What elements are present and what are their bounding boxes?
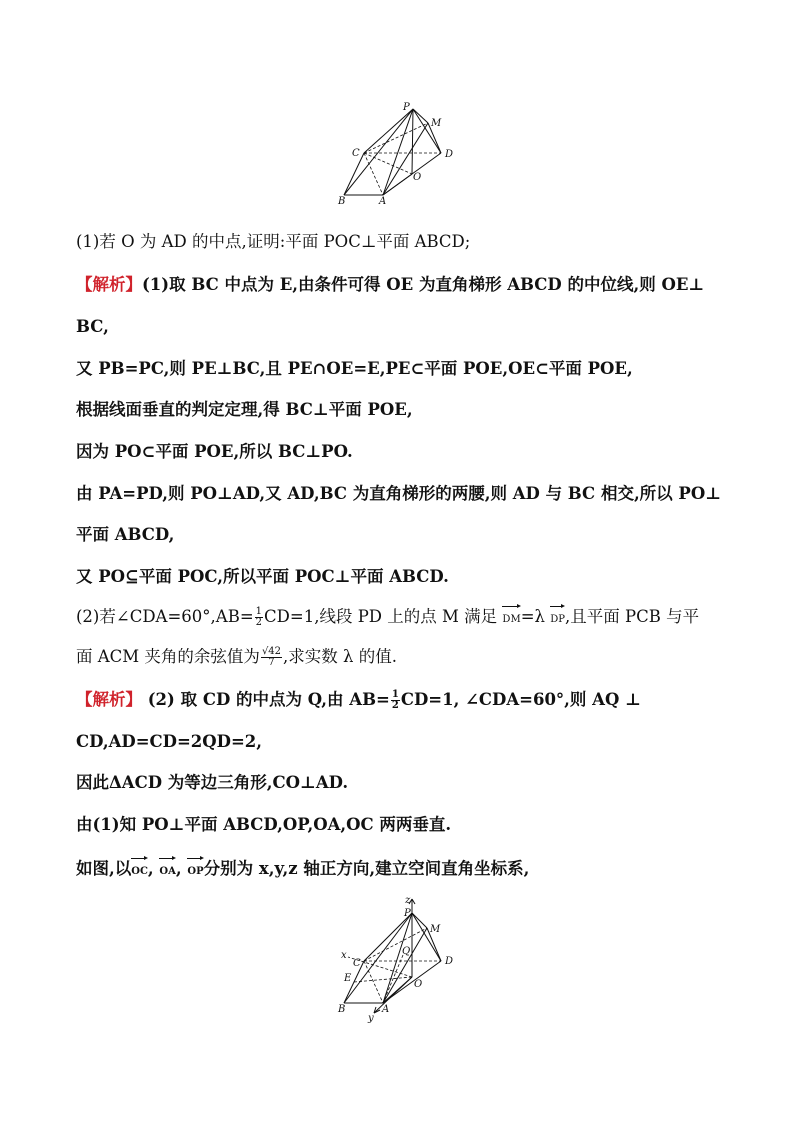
sep-1: , [147,859,154,878]
solution-1-line-3: 又 PB=PC,则 PE⊥BC,且 PE∩OE=E,PE⊂平面 POE,OE⊂平面 POE, [76,359,633,378]
label-D: D [445,149,454,160]
label2-P: P [404,908,411,919]
solution-2-line-2: CD,AD=CD=2QD=2, [76,732,263,751]
fraction-cos [261,647,282,668]
axis-x: x [341,950,347,961]
label2-C: C [353,958,361,969]
label2-O: O [414,979,423,990]
fraction-cos-num: √42 [261,646,282,657]
solution-2-text-5a: 如图,以 [76,859,132,878]
sep-2: , [175,859,182,878]
q2-text-c: ,且平面 PCB 与平 [564,607,700,626]
fraction-num-2: 1 [391,689,399,700]
label-M: M [431,118,442,129]
label2-M: M [430,924,441,935]
coordinate-figure [330,895,465,1025]
question-2-line-2 [76,646,397,668]
fraction-num: 1 [255,606,263,617]
label-C: C [352,148,360,159]
solution-tag: 【解析】 [76,275,142,294]
vector-OP: OP [187,856,203,883]
label2-B: B [338,1004,346,1015]
solution-1-line-6: 由 PA=PD,则 PO⊥AD,又 AD,BC 为直角梯形的两腰,则 AD 与 BC 相交,所以 PO⊥ [76,484,722,503]
solution-2-text-b: CD=1, ∠CDA=60°,则 AQ ⊥ [400,690,641,709]
vector-OC: OC [131,856,148,883]
label2-D: D [445,956,454,967]
vector-DP: DP [550,604,565,631]
solution-1-line-7: 平面 ABCD, [76,525,175,544]
label-A: A [379,196,387,207]
q2-text-b: CD=1,线段 PD 上的点 M 满足 [264,607,498,626]
solution-1-line-5: 因为 PO⊂平面 POE,所以 BC⊥PO. [76,442,353,461]
label2-E: E [344,973,352,984]
solution-2-line-3: 因此ΔACD 为等边三角形,CO⊥AD. [76,773,349,792]
q2-eq: =λ [520,607,545,626]
solution-2-text-a: (2) 取 CD 的中点为 Q,由 AB= [142,690,390,709]
question-1: (1)若 O 为 AD 的中点,证明:平面 POC⊥平面 ABCD; [76,232,471,251]
label-O: O [413,172,422,183]
label-P: P [403,102,410,113]
q2-text-e: ,求实数 λ 的值. [283,647,397,666]
pyramid-figure [330,98,465,208]
solution-2-line-5 [76,856,529,883]
solution-2-text-5b: 分别为 x,y,z 轴正方向,建立空间直角坐标系, [203,859,530,878]
q2-text-a: (2)若∠CDA=60°,AB= [76,607,254,626]
fraction-half [255,607,263,628]
question-2-line-1 [76,604,699,631]
label-B: B [338,196,346,207]
axis-z: z [405,895,411,906]
vector-OA: OA [159,856,175,883]
solution-1-line-1 [76,274,704,296]
solution-1-line-2: BC, [76,317,109,336]
label2-Q: Q [402,946,411,957]
fraction-den: 2 [255,617,263,628]
solution-1-line-4: 根据线面垂直的判定定理,得 BC⊥平面 POE, [76,400,413,419]
solution-2-line-1 [76,689,641,711]
solution-2-line-4: 由(1)知 PO⊥平面 ABCD,OP,OA,OC 两两垂直. [76,815,452,834]
label2-A: A [382,1004,390,1015]
q2-text-d: 面 ACM 夹角的余弦值为 [76,647,260,666]
vector-DM: DM [502,604,520,631]
fraction-cos-den: 7 [268,657,275,668]
axis-y: y [368,1013,374,1024]
solution-tag-2: 【解析】 [76,690,142,709]
fraction-half-2 [391,690,400,711]
solution-1-line-8: 又 PO⊆平面 POC,所以平面 POC⊥平面 ABCD. [76,567,449,586]
solution-1-text-1: (1)取 BC 中点为 E,由条件可得 OE 为直角梯形 ABCD 的中位线,则 OE⊥ [142,275,705,294]
fraction-den-2: 2 [391,700,399,711]
